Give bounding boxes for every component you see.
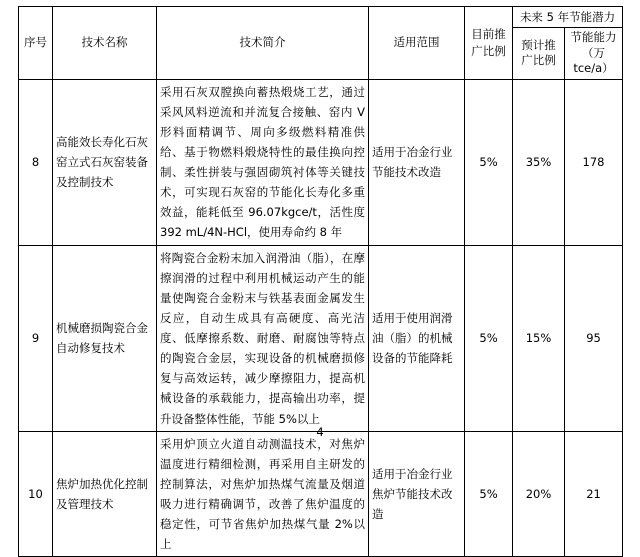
technology-catalog-table <box>18 6 623 557</box>
header-est-ratio: 预计推广比例 <box>513 28 565 80</box>
table-body <box>19 79 623 557</box>
table-header-row-1 <box>19 7 623 28</box>
header-tech-brief: 技术简介 <box>157 7 369 80</box>
cell-tech-brief: 将陶瓷合金粉末加入润滑油（脂），在摩擦润滑的过程中利用机械运动产生的能量使陶瓷合金粉末与铁基表面金属发生反应，自动生成具有高硬度、高光洁度、低摩擦系数、耐磨、耐腐蚀等特点的陶瓷合金层，实现设备的机械磨损修复与高效运转，减少摩擦阻力，提高机械设备的承载能力，提高输出功率，提升设备整体性能，节能 5%以上 <box>157 245 369 431</box>
table-row <box>19 245 623 431</box>
table-row <box>19 431 623 557</box>
cell-current-ratio: 5% <box>465 431 513 557</box>
header-current-ratio: 目前推广比例 <box>465 7 513 80</box>
cell-tech-name: 焦炉加热优化控制及管理技术 <box>53 431 157 557</box>
cell-tech-brief: 采用石灰双膛换向蓄热煅烧工艺，通过采风风料逆流和并流复合接触、窑内 V 形料面精调节、周向多级燃料精准供给、基于物燃料煅烧特性的最佳换向控制、柔性拼装与强固砌筑衬体等关键技术，可实现石灰窑的节能化长寿化多重效益，能耗低至 96.07kgce/t，活性度 392 mL/4N-HCl，使用寿命约 8 年 <box>157 79 369 245</box>
cell-seq: 9 <box>19 245 53 431</box>
cell-current-ratio: 5% <box>465 79 513 245</box>
header-seq: 序号 <box>19 7 53 80</box>
header-scope: 适用范围 <box>369 7 465 80</box>
cell-tech-brief: 采用炉顶立火道自动测温技术，对焦炉温度进行精细检测，再采用自主研发的控制算法，对焦炉加热煤气流量及烟道吸力进行精确调节，改善了焦炉温度的稳定性，可节省焦炉加热煤气量 2%以上 <box>157 431 369 557</box>
header-tech-name: 技术名称 <box>53 7 157 80</box>
cell-capacity: 178 <box>565 79 623 245</box>
cell-current-ratio: 5% <box>465 245 513 431</box>
cell-tech-name: 机械磨损陶瓷合金自动修复技术 <box>53 245 157 431</box>
cell-seq: 10 <box>19 431 53 557</box>
table-row <box>19 79 623 245</box>
cell-est-ratio: 15% <box>513 245 565 431</box>
cell-capacity: 95 <box>565 245 623 431</box>
page-number: 4 <box>316 425 324 439</box>
header-capacity: 节能能力（万 tce/a） <box>565 28 623 80</box>
cell-capacity: 21 <box>565 431 623 557</box>
cell-scope: 适用于使用润滑油（脂）的机械设备的节能降耗 <box>369 245 465 431</box>
cell-seq: 8 <box>19 79 53 245</box>
table-header <box>19 7 623 80</box>
cell-scope: 适用于冶金行业节能技术改造 <box>369 79 465 245</box>
cell-scope: 适用于冶金行业焦炉节能技术改造 <box>369 431 465 557</box>
cell-est-ratio: 35% <box>513 79 565 245</box>
header-future-group: 未来 5 年节能潜力 <box>513 7 623 28</box>
cell-est-ratio: 20% <box>513 431 565 557</box>
cell-tech-name: 高能效长寿化石灰窑立式石灰窑装备及控制技术 <box>53 79 157 245</box>
